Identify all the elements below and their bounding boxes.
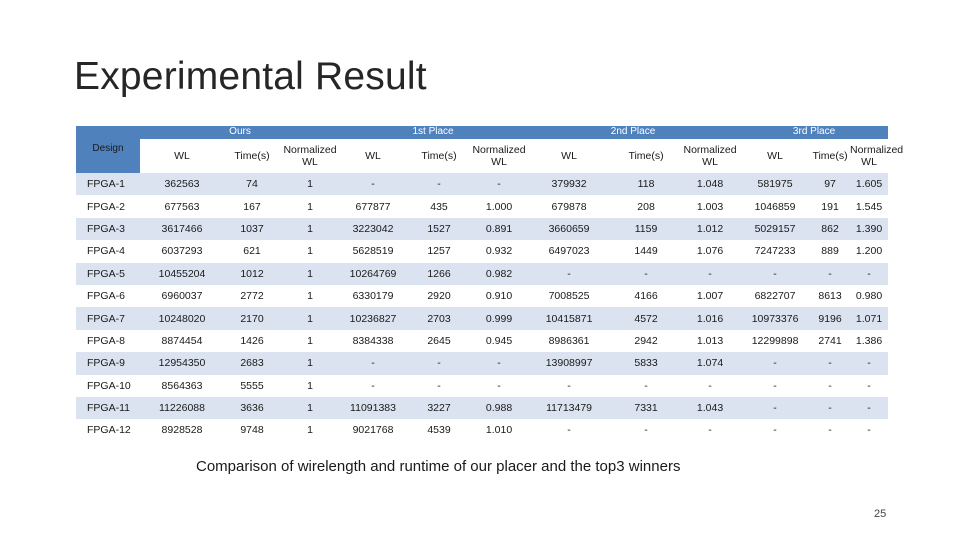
table-cell: 1.071 bbox=[850, 307, 888, 329]
table-cell: 8384338 bbox=[340, 330, 406, 352]
slide-title: Experimental Result bbox=[74, 55, 427, 98]
table-cell: 1.390 bbox=[850, 218, 888, 240]
table-cell: - bbox=[850, 352, 888, 374]
design-name-cell: FPGA-5 bbox=[76, 263, 140, 285]
group-header-1st-place: 1st Place bbox=[340, 126, 526, 139]
table-cell: 3636 bbox=[224, 397, 280, 419]
design-name-cell: FPGA-6 bbox=[76, 285, 140, 307]
table-cell: 2683 bbox=[224, 352, 280, 374]
table-cell: 1.076 bbox=[680, 240, 740, 262]
table-cell: - bbox=[810, 352, 850, 374]
table-cell: - bbox=[406, 375, 472, 397]
table-cell: 8613 bbox=[810, 285, 850, 307]
table-cell: 1.200 bbox=[850, 240, 888, 262]
table-cell: 13908997 bbox=[526, 352, 612, 374]
table-cell: 2703 bbox=[406, 307, 472, 329]
table-cell: - bbox=[472, 375, 526, 397]
sub-header-cell: WL bbox=[140, 139, 224, 173]
table-cell: - bbox=[850, 397, 888, 419]
table-cell: 2741 bbox=[810, 330, 850, 352]
table-cell: - bbox=[526, 263, 612, 285]
table-cell: 11713479 bbox=[526, 397, 612, 419]
sub-header-cell: Time(s) bbox=[406, 139, 472, 173]
table-cell: 0.945 bbox=[472, 330, 526, 352]
table-cell: - bbox=[740, 419, 810, 441]
table-cell: - bbox=[810, 375, 850, 397]
table-cell: 5833 bbox=[612, 352, 680, 374]
sub-header-cell: Normalized WL bbox=[280, 139, 340, 173]
table-cell: 7331 bbox=[612, 397, 680, 419]
table-row bbox=[76, 263, 888, 285]
table-cell: - bbox=[850, 263, 888, 285]
table-cell: 2645 bbox=[406, 330, 472, 352]
table-row bbox=[76, 352, 888, 374]
table-cell: 1 bbox=[280, 307, 340, 329]
table-cell: 74 bbox=[224, 173, 280, 195]
table-cell: 362563 bbox=[140, 173, 224, 195]
table-cell: 1 bbox=[280, 173, 340, 195]
design-name-cell: FPGA-9 bbox=[76, 352, 140, 374]
table-cell: 10264769 bbox=[340, 263, 406, 285]
table-cell: 1046859 bbox=[740, 195, 810, 217]
table-cell: 10415871 bbox=[526, 307, 612, 329]
design-name-cell: FPGA-1 bbox=[76, 173, 140, 195]
table-cell: - bbox=[740, 263, 810, 285]
table-cell: - bbox=[526, 375, 612, 397]
table-cell: 621 bbox=[224, 240, 280, 262]
table-cell: 677877 bbox=[340, 195, 406, 217]
table-cell: 677563 bbox=[140, 195, 224, 217]
table-cell: 7247233 bbox=[740, 240, 810, 262]
table-cell: - bbox=[472, 173, 526, 195]
table-cell: 0.891 bbox=[472, 218, 526, 240]
table-cell: - bbox=[740, 375, 810, 397]
table-cell: 1 bbox=[280, 352, 340, 374]
table-cell: 6822707 bbox=[740, 285, 810, 307]
table-cell: 10973376 bbox=[740, 307, 810, 329]
design-name-cell: FPGA-2 bbox=[76, 195, 140, 217]
table-cell: 679878 bbox=[526, 195, 612, 217]
table-cell: - bbox=[340, 375, 406, 397]
group-header-2nd-place: 2nd Place bbox=[526, 126, 740, 139]
sub-header-cell: WL bbox=[340, 139, 406, 173]
table-cell: - bbox=[740, 397, 810, 419]
sub-header-cell: Normalized WL bbox=[472, 139, 526, 173]
table-cell: 1 bbox=[280, 195, 340, 217]
table-cell: 1.000 bbox=[472, 195, 526, 217]
table-cell: 1.012 bbox=[680, 218, 740, 240]
table-cell: - bbox=[680, 419, 740, 441]
table-cell: 3227 bbox=[406, 397, 472, 419]
table-cell: 435 bbox=[406, 195, 472, 217]
table-row bbox=[76, 307, 888, 329]
table-cell: 8874454 bbox=[140, 330, 224, 352]
table-cell: 1.010 bbox=[472, 419, 526, 441]
table-cell: 0.910 bbox=[472, 285, 526, 307]
table-caption: Comparison of wirelength and runtime of our placer and the top3 winners bbox=[196, 458, 681, 475]
table-cell: - bbox=[680, 375, 740, 397]
design-name-cell: FPGA-8 bbox=[76, 330, 140, 352]
table-cell: 1.605 bbox=[850, 173, 888, 195]
table-body bbox=[76, 173, 888, 442]
table-cell: 3617466 bbox=[140, 218, 224, 240]
table-cell: 191 bbox=[810, 195, 850, 217]
table-cell: 9196 bbox=[810, 307, 850, 329]
table-cell: - bbox=[526, 419, 612, 441]
table-cell: 0.980 bbox=[850, 285, 888, 307]
table-cell: - bbox=[810, 419, 850, 441]
table-cell: 1 bbox=[280, 240, 340, 262]
design-name-cell: FPGA-11 bbox=[76, 397, 140, 419]
table-cell: - bbox=[850, 375, 888, 397]
design-name-cell: FPGA-4 bbox=[76, 240, 140, 262]
table-cell: - bbox=[850, 419, 888, 441]
table-cell: 0.988 bbox=[472, 397, 526, 419]
table-cell: 379932 bbox=[526, 173, 612, 195]
table-cell: - bbox=[810, 397, 850, 419]
table-cell: 11226088 bbox=[140, 397, 224, 419]
table-row bbox=[76, 173, 888, 195]
table-cell: 10248020 bbox=[140, 307, 224, 329]
table-cell: 889 bbox=[810, 240, 850, 262]
table-cell: 118 bbox=[612, 173, 680, 195]
table-cell: 6037293 bbox=[140, 240, 224, 262]
table-row bbox=[76, 397, 888, 419]
table-cell: 1.043 bbox=[680, 397, 740, 419]
design-name-cell: FPGA-3 bbox=[76, 218, 140, 240]
table-cell: 5029157 bbox=[740, 218, 810, 240]
table-cell: 581975 bbox=[740, 173, 810, 195]
table-cell: 0.999 bbox=[472, 307, 526, 329]
table-cell: 1 bbox=[280, 285, 340, 307]
table-cell: 9748 bbox=[224, 419, 280, 441]
sub-header-cell: Time(s) bbox=[612, 139, 680, 173]
sub-header-cell: WL bbox=[740, 139, 810, 173]
table-cell: 3223042 bbox=[340, 218, 406, 240]
table-cell: 1.003 bbox=[680, 195, 740, 217]
table-cell: 1426 bbox=[224, 330, 280, 352]
table-cell: 1.386 bbox=[850, 330, 888, 352]
table-row bbox=[76, 285, 888, 307]
sub-header-cell: Time(s) bbox=[224, 139, 280, 173]
table-cell: - bbox=[740, 352, 810, 374]
table-cell: 8986361 bbox=[526, 330, 612, 352]
table-cell: 6960037 bbox=[140, 285, 224, 307]
table-cell: - bbox=[810, 263, 850, 285]
table-cell: 3660659 bbox=[526, 218, 612, 240]
table-cell: 6497023 bbox=[526, 240, 612, 262]
table-cell: 1.048 bbox=[680, 173, 740, 195]
table-cell: 9021768 bbox=[340, 419, 406, 441]
table-cell: 4166 bbox=[612, 285, 680, 307]
table-cell: - bbox=[472, 352, 526, 374]
table-cell: - bbox=[340, 173, 406, 195]
table-cell: 5555 bbox=[224, 375, 280, 397]
table-cell: 862 bbox=[810, 218, 850, 240]
table-cell: 1 bbox=[280, 218, 340, 240]
table-cell: 1012 bbox=[224, 263, 280, 285]
table-cell: 12954350 bbox=[140, 352, 224, 374]
table-cell: 4539 bbox=[406, 419, 472, 441]
table-cell: 10455204 bbox=[140, 263, 224, 285]
group-header-3rd-place: 3rd Place bbox=[740, 126, 888, 139]
table-row bbox=[76, 375, 888, 397]
group-header-ours: Ours bbox=[140, 126, 340, 139]
table-row bbox=[76, 195, 888, 217]
table-cell: 1.007 bbox=[680, 285, 740, 307]
table-cell: 1 bbox=[280, 330, 340, 352]
table-cell: 8564363 bbox=[140, 375, 224, 397]
table-cell: 7008525 bbox=[526, 285, 612, 307]
table-cell: 1257 bbox=[406, 240, 472, 262]
table-cell: - bbox=[406, 352, 472, 374]
table-cell: 10236827 bbox=[340, 307, 406, 329]
design-name-cell: FPGA-7 bbox=[76, 307, 140, 329]
table-cell: - bbox=[612, 375, 680, 397]
table-cell: 4572 bbox=[612, 307, 680, 329]
table-cell: 1 bbox=[280, 375, 340, 397]
table-cell: 1449 bbox=[612, 240, 680, 262]
page-number: 25 bbox=[874, 508, 887, 520]
table-cell: 11091383 bbox=[340, 397, 406, 419]
table-row bbox=[76, 218, 888, 240]
table-cell: 1.074 bbox=[680, 352, 740, 374]
table-cell: - bbox=[680, 263, 740, 285]
sub-header-cell: WL bbox=[526, 139, 612, 173]
design-header: Design bbox=[76, 126, 140, 173]
table-cell: 1 bbox=[280, 419, 340, 441]
table-cell: 1 bbox=[280, 397, 340, 419]
table-cell: 2772 bbox=[224, 285, 280, 307]
table-cell: 5628519 bbox=[340, 240, 406, 262]
sub-header-cell: Normalized WL bbox=[850, 139, 888, 173]
table-cell: 1 bbox=[280, 263, 340, 285]
table-cell: 1266 bbox=[406, 263, 472, 285]
sub-header-row bbox=[76, 139, 888, 173]
table-cell: 12299898 bbox=[740, 330, 810, 352]
table-cell: 208 bbox=[612, 195, 680, 217]
table-cell: - bbox=[612, 263, 680, 285]
table-row bbox=[76, 240, 888, 262]
table-cell: 0.932 bbox=[472, 240, 526, 262]
sub-header-cell: Time(s) bbox=[810, 139, 850, 173]
table-cell: 1037 bbox=[224, 218, 280, 240]
table-cell: 2920 bbox=[406, 285, 472, 307]
table-cell: - bbox=[340, 352, 406, 374]
group-header-row bbox=[76, 126, 888, 139]
table-cell: 1159 bbox=[612, 218, 680, 240]
table-row bbox=[76, 330, 888, 352]
design-name-cell: FPGA-10 bbox=[76, 375, 140, 397]
table-cell: 2170 bbox=[224, 307, 280, 329]
table-cell: 1.545 bbox=[850, 195, 888, 217]
table-cell: 1.016 bbox=[680, 307, 740, 329]
table-cell: 1.013 bbox=[680, 330, 740, 352]
table-cell: 167 bbox=[224, 195, 280, 217]
table-cell: 2942 bbox=[612, 330, 680, 352]
table-cell: 8928528 bbox=[140, 419, 224, 441]
table-cell: 6330179 bbox=[340, 285, 406, 307]
table-row bbox=[76, 419, 888, 441]
table-cell: - bbox=[612, 419, 680, 441]
table-cell: 1527 bbox=[406, 218, 472, 240]
table-cell: 97 bbox=[810, 173, 850, 195]
table-cell: - bbox=[406, 173, 472, 195]
design-name-cell: FPGA-12 bbox=[76, 419, 140, 441]
sub-header-cell: Normalized WL bbox=[680, 139, 740, 173]
table-cell: 0.982 bbox=[472, 263, 526, 285]
results-table bbox=[76, 126, 904, 442]
